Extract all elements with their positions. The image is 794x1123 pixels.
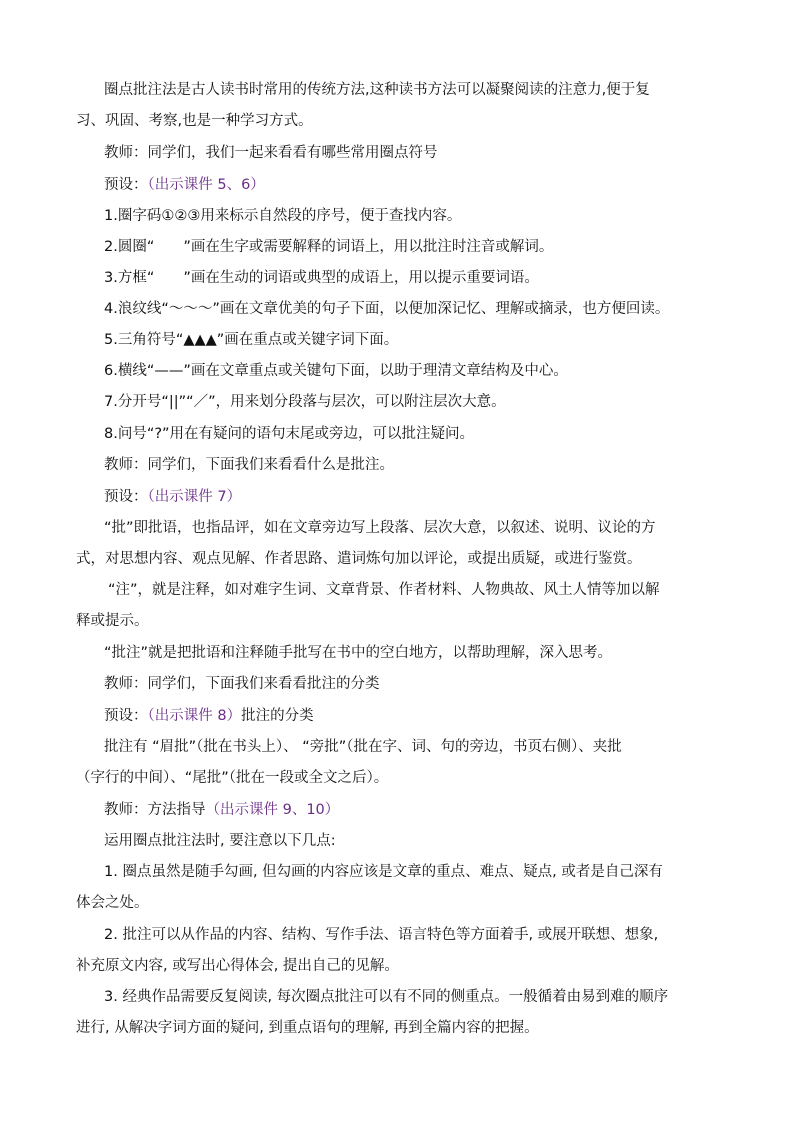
- courseware-ref: （出示课件 5、6）: [147, 177, 265, 193]
- teacher-line-symbols: 教师：同学们，我们一起来看看有哪些常用圈点符号: [104, 145, 438, 161]
- preset-label: 预设：: [104, 489, 148, 505]
- zhu-definition-line-2: 释或提示。: [76, 613, 149, 629]
- pi-definition-line-2: 式，对思想内容、观点见解、作者思路、遣词炼句加以评论，或提出质疑，或进行鉴赏。: [76, 551, 642, 567]
- preset-label: 预设：: [104, 177, 148, 193]
- intro-paragraph-line-2: 习、巩固、考察,也是一种学习方式。: [76, 113, 313, 129]
- teacher-line-classification: 教师：同学们，下面我们来看看批注的分类: [104, 676, 380, 692]
- method-point-2-line-2: 补充原文内容, 或写出心得体会, 提出自己的见解。: [76, 958, 399, 974]
- method-point-3-line-2: 进行, 从解决字词方面的疑问, 到重点语句的理解, 再到全篇内容的把握。: [76, 1020, 539, 1036]
- courseware-ref: （出示课件 8）: [147, 708, 242, 724]
- preset-line-2: [104, 487, 241, 507]
- preset-topic: 批注的分类: [241, 708, 314, 724]
- symbol-item-8: 8.问号“?”用在有疑问的语句末尾或旁边，可以批注疑问。: [104, 426, 475, 442]
- method-point-1-line-1: 1. 圈点虽然是随手勾画, 但勾画的内容应该是文章的重点、难点、疑点, 或者是自己深有: [104, 864, 663, 880]
- pizhu-definition: “批注”就是把批语和注释随手批写在书中的空白地方，以帮助理解，深入思考。: [104, 645, 613, 661]
- intro-paragraph-line-1: 圈点批注法是古人读书时常用的传统方法,这种读书方法可以凝聚阅读的注意力,便于复: [104, 82, 650, 98]
- zhu-definition-line-1: “注”，就是注释，如对难字生词、文章背景、作者材料、人物典故、风土人情等加以解: [108, 582, 660, 598]
- method-intro: 运用圈点批注法时, 要注意以下几点:: [104, 833, 336, 849]
- teacher-method-label: 教师：方法指导: [104, 802, 206, 818]
- symbol-item-3: 3.方框“ ”画在生动的词语或典型的成语上，用以提示重要词语。: [104, 270, 539, 286]
- method-point-2-line-1: 2. 批注可以从作品的内容、结构、写作手法、语言特色等方面着手, 或展开联想、想象,: [104, 927, 659, 943]
- symbol-item-6: 6.横线“——”画在文章重点或关键句下面，以助于理清文章结构及中心。: [104, 363, 568, 379]
- courseware-ref: （出示课件 7）: [147, 489, 242, 505]
- classification-line-2: （字行的中间）、“尾批”（批在一段或全文之后）。: [76, 770, 389, 786]
- method-point-1-line-2: 体会之处。: [76, 895, 149, 911]
- symbol-item-4: 4.浪纹线“～～～”画在文章优美的句子下面，以便加深记忆、理解或摘录，也方便回读。: [104, 301, 670, 317]
- preset-line-3: [104, 706, 314, 726]
- teacher-line-what-is-annotation: 教师：同学们，下面我们来看看什么是批注。: [104, 457, 394, 473]
- symbol-item-5: 5.三角符号“▲▲▲”画在重点或关键字词下面。: [104, 332, 399, 348]
- method-point-3-line-1: 3. 经典作品需要反复阅读, 每次圈点批注可以有不同的侧重点。一般循着由易到难的顺序: [104, 989, 669, 1005]
- teacher-line-method: [104, 800, 339, 820]
- pi-definition-line-1: “批”即批语，也指品评，如在文章旁边写上段落、层次大意，以叙述、说明、议论的方: [104, 520, 656, 536]
- classification-line-1: 批注有 “眉批”（批在书头上）、 “旁批”（批在字、词、句的旁边，书页右侧）、夹批: [104, 739, 622, 755]
- symbol-item-7: 7.分开号“||”“／”，用来划分段落与层次，可以附注层次大意。: [104, 394, 506, 410]
- preset-line-1: [104, 175, 265, 195]
- symbol-item-2: 2.圆圈“ ”画在生字或需要解释的词语上，用以批注时注音或解词。: [104, 239, 554, 255]
- preset-label: 预设：: [104, 708, 148, 724]
- symbol-item-1: 1.圈字码①②③用来标示自然段的序号，便于查找内容。: [104, 208, 462, 224]
- courseware-ref: （出示课件 9、10）: [205, 802, 340, 818]
